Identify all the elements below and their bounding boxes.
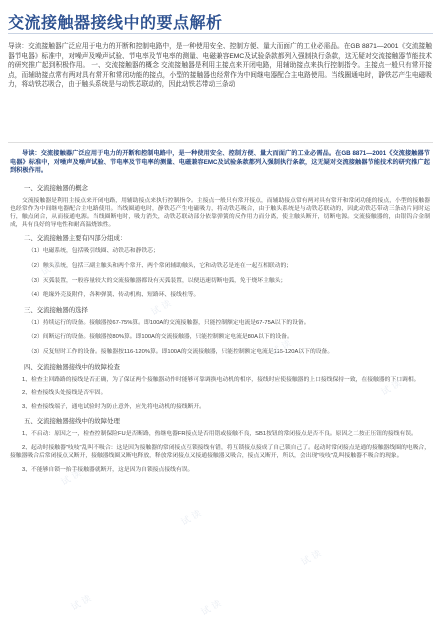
article-body: [10, 150, 430, 481]
watermark: 试读: [199, 596, 226, 618]
list-item: 2、检查接线头处接线是否牢固。: [22, 390, 107, 397]
watermark: 试读: [59, 466, 86, 488]
list-item: （3）灭弧装置，一般容量较大的交流接触器都设有灭弧装置，以便迅速切断电弧，免于烧坏主触头；: [28, 277, 287, 284]
section-heading-fault-handling: 五、交流接触器接线中的故障处理: [24, 418, 120, 426]
section-heading-components: 二、交流接触器主要有四部分组成：: [24, 235, 127, 243]
list-item: （1）电磁系统，包括吸引线圈、动铁芯和静铁芯；: [28, 248, 159, 255]
intro-paragraph: 导读：交流接触器广泛应用于电力的开断和控制电路中，是一种使用安全、控制方便、量大而面广的工业必需品。在GB 8871—2001《交流接触器节电器》标准中，对噪声及噪声试验、节电率及节电率的测量、电磁兼容EMC及试验条款都列入强制执行条款，这无疑对交流接触器节能技术的研究推广起到积极作用。 一、交流接触器的概念 交流接触器是利用主接点来开闭电路，用辅助接点来执行控制指令。主接点一般只有常开接点，而辅助接点常有两对具有常开和常闭功能的接点，小型的接触器也经常作为中间继电器配合主电路使用。当线圈通电时，静铁芯产生电磁吸力，将动铁芯吸合，由于触头系统是与动铁芯联动的，因此动铁芯带动三条动: [8, 43, 432, 89]
watermark: 试读: [149, 296, 176, 318]
list-item: 3、不能够自锁一抬手接触器就断开，这是因为自锁接点接线有误。: [22, 467, 194, 473]
section-heading-concept: 一、交流接触器的概念: [24, 184, 88, 192]
list-item: （1）持续运行的设备。接触器按67-75%算。即100A的交流接触器，只能控制额定电流是67-75A以下的设备。: [28, 319, 310, 326]
list-item: 2、起动时接触器"吱吱"乱叫不吸合：这是因为接触器的常闭接点互锁接线有错，将互锁接点接成了自己锁自己了。起动时常闭接点是通的接触器线圈的电吸合，接触器吸合后常闭接点又断开，接触器线圈又断电释放，释放常闭接点又接通接触器又吸合，接点又断开，所以，会出现"吱吱"乱叫接触器不吸合的现象。: [10, 445, 430, 460]
title-divider: [8, 33, 433, 34]
list-item: （3）反复短时工作的设备。接触器按116-120%算。即100A的交流接触器，只能控制额定电流是116-120A以下的设备。: [28, 348, 334, 355]
list-item: 1、检查主回路路的接线是否正确，为了保证两个接触器动作时能够可靠调换电动机的相序，接线时应使接触器的上口接线保持一致，在接触器的下口调相。: [22, 376, 420, 383]
list-item: 3、检查接线端子，通电试验时为防止意外，应先将电动机的接线断开。: [22, 404, 205, 411]
summary-paragraph: 导读：交流接触器广泛应用于电力的开断和控制电路中，是一种使用安全、控制方便、量大而面广的工业必需品。在GB 8871—2001《交流接触器节电器》标准中，对噪声及噪声试验、节电率及节电率的测量、电磁兼容EMC及试验条款都列入强制执行条款，这无疑对交流接触器节能技术的研究推广起到积极作用。: [10, 150, 430, 175]
section-divider: [8, 142, 433, 143]
watermark: 试读: [39, 256, 66, 278]
concept-paragraph: 交流接触器是利用主接点来开闭电路，用辅助接点来执行控制指令。主接点一般只有常开接点，而辅助接点常有两对具有常开和常闭功能的接点，小型的接触器也经常作为中间继电器配合主电路使用。当线圈通电时，静铁芯产生电磁吸力，将动铁芯吸合，由于触头系统是与动铁芯联动的，因此动铁芯带动三条动片同时运行，触点闭合，从而接通电源。当线圈断电时，吸力消失，动铁芯联动部分依靠弹簧的反作用力而分离，使主触头断开，切断电源。交流接触器的，由银钨合金制成，具有良好的导电性和耐高温烧蚀性。: [10, 197, 430, 228]
list-item: （2）间断运行的设备。接触器按80%算。即100A的交流接触器，只能控制额定电流是80A以下的设备。: [28, 334, 293, 341]
list-item: （4）绝缘外壳及附件，各种弹簧、传动机构、短路环、接线柱等。: [28, 292, 200, 299]
watermark: 试读: [179, 506, 206, 528]
list-item: 1、不启动：原因之一，检查控制保险FU是否断路，热继电器FR接点是否用错或接触不良，SB1按钮的常闭接点是否不良。原因之二按正压钮的接线有误。: [22, 431, 417, 438]
watermark: 试读: [379, 376, 406, 398]
list-item: （2）触头系统，包括三副主触头和两个常开、两个常闭辅助触头，它和动铁芯是连在一起互相联动的；: [28, 263, 293, 269]
watermark: 试读: [269, 336, 296, 358]
section-heading-fault-check: 四、交流接触器接线中的故障检查: [24, 363, 120, 371]
watermark: 试读: [69, 591, 96, 613]
watermark: 试读: [299, 546, 326, 568]
section-heading-selection: 三、交流接触器的选择: [24, 306, 88, 314]
page-title: 交流接触器接线中的要点解析: [8, 15, 223, 32]
